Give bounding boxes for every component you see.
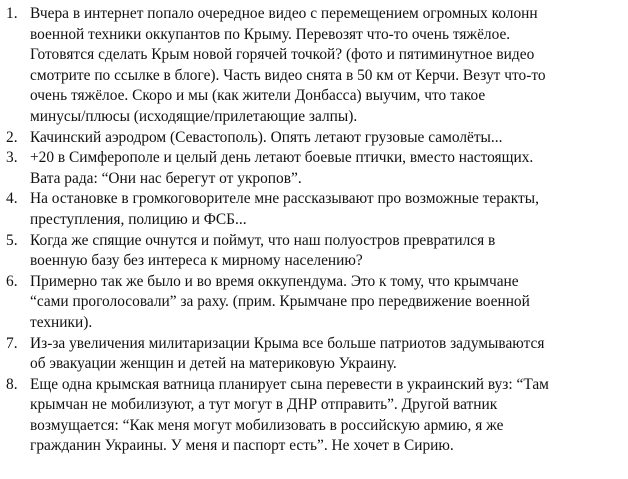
list-item-number: 4. xyxy=(6,190,18,208)
list-item-text: Когда же спящие очнутся и поймут, что наш полуостров превратился в военную базу без интереса к мирному населению? xyxy=(30,231,496,270)
list-item-number: 8. xyxy=(6,375,18,393)
list-item-text: Примерно так же было и во время оккупендума. Это к тому, что крымчане “сами проголосовали” за раху. (прим. Крымчане про передвижение военной техники). xyxy=(30,272,530,331)
list-item-text: +20 в Симферополе и целый день летают боевые птички, вместо настоящих. Вата рада: “Они нас берегут от укропов”. xyxy=(30,149,534,187)
list-item xyxy=(0,375,622,457)
list-item-number: 3. xyxy=(6,149,18,167)
list-item-number: 5. xyxy=(6,231,18,249)
list-item-number: 6. xyxy=(6,272,18,290)
list-item xyxy=(0,4,622,128)
list-item xyxy=(0,272,622,334)
list-item-text: Качинский аэродром (Севастополь). Опять летают грузовые самолёты... xyxy=(30,128,503,146)
list-item xyxy=(0,128,622,149)
list-item-number: 2. xyxy=(6,128,18,146)
list-item-text: Из-за увеличения милитаризации Крыма все больше патриотов задумываются об эвакуации женщин и детей на материковую Украину. xyxy=(30,334,545,373)
list-item xyxy=(0,148,622,189)
list-item-number: 1. xyxy=(6,5,18,22)
numbered-list xyxy=(0,4,622,457)
list-item-number: 7. xyxy=(6,334,18,352)
list-item-text: Вчера в интернет попало очередное видео с перемещением огромных колонн военной техники оккупантов по Крыму. Перевозят что-то очень тяжёлое. Готовятся сделать Крым новой горячей точкой? (фото и пятиминутное видео смотрите по ссылке в блоге). Часть видео снята в 50 км от Керчи. Везут что-то очень тяжёлое. Скоро и мы (как жители Донбасса) выучим, что такое минусы/плюсы (исходящие/прилетающие залпы). xyxy=(30,5,546,125)
list-item xyxy=(0,189,622,230)
list-item-text: На остановке в громкоговорителе мне рассказывают про возможные теракты, преступления, полицию и ФСБ... xyxy=(30,190,539,228)
list-item xyxy=(0,231,622,272)
list-item xyxy=(0,334,622,375)
list-item-text: Еще одна крымская ватница планирует сына перевести в украинский вуз: “Там крымчан не мобилизуют, а тут могут в ДНР отправить”. Другой ватник возмущается: “Как меня могут мобилизовать в российскую армию, я же гражданин Украины. У меня и паспорт есть”. Не хочет в Сирию. xyxy=(30,375,549,455)
